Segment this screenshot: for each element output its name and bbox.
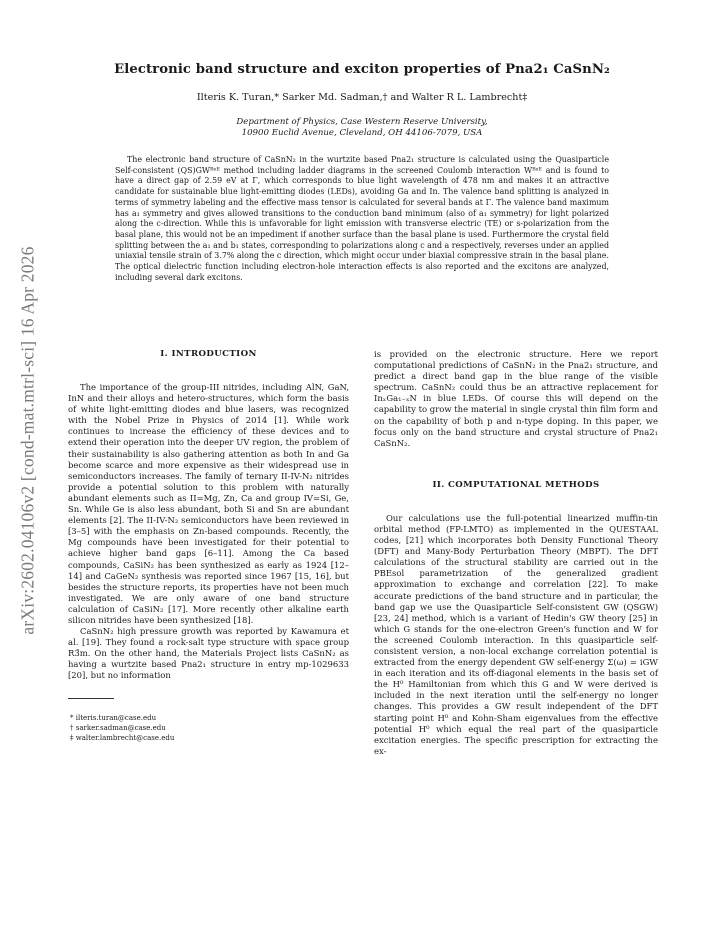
intro-paragraph-2: CaSnN₂ high pressure growth was reported by Kawamura et al. [19]. They found a rock-salt type structure with space group R3̄m. On the other hand, the Materials Project lists CaSnN₂ as having a wurtzite based Pna2₁ structure in entry mp-1029633 [20], but no information [68,626,349,681]
arxiv-id-text: arXiv:2602.04106v2 [cond-mat.mtrl-sci] 16 Apr 2026 [17,245,38,635]
methods-heading: II. COMPUTATIONAL METHODS [432,479,600,490]
footnotes [68,713,349,743]
affiliation-line-1: Department of Physics, Case Western Reserve University, [236,117,488,127]
paper-title: Electronic band structure and exciton properties of Pna2₁ CaSnN₂ [114,62,610,77]
affiliation-line-2: 10900 Euclid Avenue, Cleveland, OH 44106-7079, USA [241,128,483,138]
footnote-email-2: † sarker.sadman@case.edu [70,723,166,732]
footnote-email-3: ‡ walter.lambrecht@case.edu [70,733,175,742]
affiliation [62,117,662,139]
arxiv-identifier-stamp [8,130,48,750]
right-column [374,349,658,757]
footnote-email-1: * ilteris.turan@case.edu [70,713,157,722]
abstract: The electronic band structure of CaSnN₂ in the wurtzite based Pna2₁ structure is calculated using the Quasiparticle Self-consistent (QS)GWᴮˢᴱ method including ladder diagrams in the screened Coulomb interaction Wᴮˢᴱ and is found to have a direct gap of 2.59 eV at Γ, which corresponds to blue light wavelength of 478 nm and makes it an attractive candidate for sustainable blue light-emitting diodes (LEDs), avoiding Ga and In. The valence band splitting is analyzed in terms of symmetry labeling and the effective mass tensor is calculated for several bands at Γ. The valence band maximum has a₁ symmetry and gives allowed transitions to the conduction band minimum (also of a₁ symmetry) for light polarized along the c-direction. While this is unfavorable for light emission with transverse electric (TE) or s-polarization from the basal plane, this would not be an impediment if another surface than the basal plane is used. Furthermore the crystal field splitting between the a₁ and b₁ states, corresponding to polarizations along c and a respectively, reverses under an applied uniaxial tensile strain of 3.7% along the c direction, which might occur under biaxial compressive strain in the basal plane. The optical dielectric function including electron-hole interaction effects is also reported and the excitons are analyzed, including several dark excitons. [115,155,609,282]
introduction-heading: I. INTRODUCTION [160,349,257,359]
author-list: Ilteris K. Turan,* Sarker Md. Sadman,† and Walter R L. Lambrecht‡ [196,92,528,103]
footnote-rule [68,698,114,699]
intro-paragraph-1: The importance of the group-III nitrides, including AlN, GaN, InN and their alloys and hetero-structures, which form the basis of white light-emitting diodes and blue lasers, was recognized with the Nobel Prize in Physics of 2014 [1]. While work continues to increase the efficiency of these devices and to extend their operation into the deeper UV region, the problem of their sustainability is also gathering attention as both In and Ga become scarce and more expensive as their widespread use in semiconductors increases. The family of ternary II-IV-N₂ nitrides provide a potential solution to this problem with naturally abundant elements such as II=Mg, Zn, Ca and group IV=Si, Ge, Sn. While Ge is also less abundant, both Si and Sn are abundant elements [2]. The II-IV-N₂ semiconductors have been reviewed in [3–5] with the emphasis on Zn-based compounds. Recently, the Mg compounds have been investigated for their potential to achieve higher band gaps [6–11]. Among the Ca based compounds, CaSiN₂ has been synthesized as early as 1924 [12–14] and CaGeN₂ synthesis was reported since 1967 [15, 16], but besides the structure reports, its properties have not been much investigated. We are only aware of one band structure calculation of CaSiN₂ [17]. More recently other alkaline earth silicon nitrides have been synthesized [18]. [68,382,349,625]
left-column [68,349,349,743]
intro-paragraph-3: is provided on the electronic structure. Here we report computational predictions of CaSnN₂ in the Pna2₁ structure, and predict a direct band gap in the blue range of the visible spectrum. CaSnN₂ could thus be an attractive replacement for InₓGa₁₋ₓN in blue LEDs. Of course this will depend on the capability to grow the material in single crystal thin film form and on the capability of both p and n-type doping. In this paper, we focus only on the band structure and crystal structure of Pna2₁ CaSnN₂. [374,349,658,448]
methods-paragraph-1: Our calculations use the full-potential linearized muffin-tin orbital method (FP-LMTO) as implemented in the QUESTAAL codes, [21] which incorporates both Density Functional Theory (DFT) and Many-Body Perturbation Theory (MBPT). The DFT calculations of the structural stability are carried out in the PBEsol parametrization of the generalized gradient approximation to exchange and correlation [22]. To make accurate predictions of the band structure and in particular, the band gap we use the Quasiparticle Self-consistent GW (QSGW) [23, 24] method, which is a variant of Hedin's GW theory [25] in which G stands for the one-electron Green's function and W for the screened Coulomb interaction. In this quasiparticle self-consistent version, a non-local exchange correlation potential is extracted from the energy dependent GW self-energy Σ(ω) = iGW in each iteration and its off-diagonal elements in the basis set of the H⁰ Hamiltonian from which this G and W were derived is included in the next iteration until the self-energy no longer changes. This provides a GW result independent of the DFT starting point H⁰ and Kohn-Sham eigenvalues from the effective potential H⁰ which equal the real part of the quasiparticle excitation energies. The specific prescription for extracting the ex- [374,512,658,756]
